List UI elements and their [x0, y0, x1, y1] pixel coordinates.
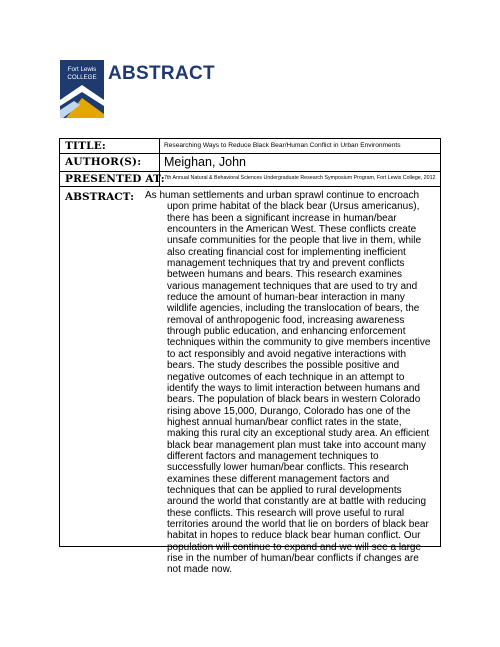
- title-row: [60, 139, 440, 154]
- title-label: TITLE:: [65, 140, 107, 152]
- author-value: Meighan, John: [164, 155, 247, 169]
- presented-row: [60, 171, 440, 187]
- author-label: AUTHOR(S):: [65, 156, 142, 168]
- title-value: Researching Ways to Reduce Black Bear/Human Conflict in Urban Environments: [164, 142, 401, 149]
- logo-line1: Fort Lewis: [67, 66, 97, 73]
- page-heading: ABSTRACT: [108, 63, 215, 84]
- presented-value: 7th Annual Natural & Behavioral Sciences Undergraduate Research Symposium Program, Fort Lewis College, 2012: [164, 175, 436, 181]
- presented-label: PRESENTED AT:: [65, 173, 165, 185]
- abstract-label: ABSTRACT:: [65, 191, 134, 203]
- logo-line2: COLLEGE: [67, 74, 97, 81]
- abstract-text: As human settlements and urban sprawl continue to encroach upon prime habitat of the black bear (Ursus americanus), there has been a significant increase in human/bear encounters in the American West. These conflicts create unsafe communities for the people that live in them, while also creating financial cost for implementing inefficient management techniques that try and prevent conflicts between humans and bears. This research examines various management techniques that are used to try and reduce the amount of human-bear interaction in many wildlife agencies, including the translocation of bears, the removal of anthropogenic food, increasing awareness through public education, and enhancing enforcement techniques within the community to give members incentive to act responsibly and avoid negative interactions with bears. The study describes the possible positive and negative outcomes of each technique in an attempt to identify the ways to limit interaction between humans and bears. The population of black bears in western Colorado rising above 15,000, Durango, Colorado has one of the highest annual human/bear conflict rates in the state, making this rural city an exceptional study area. An efficient black bear management plan must take into account many different factors and management techniques to successfully lower human/bear conflicts. This research examines these different management factors and techniques that can be applied to rural developments around the world that constantly are at battle with reducing these conflicts. This research will prove useful to rural territories around the world that lie on borders of black bear habitat in hopes to reduce black bear human conflict. Our population will continue to expand and we will see a large rise in the number of human/bear conflicts if changes are not made now.: [145, 190, 431, 576]
- author-row: [60, 153, 440, 172]
- college-logo: [60, 60, 104, 118]
- abstract-form: [59, 138, 441, 576]
